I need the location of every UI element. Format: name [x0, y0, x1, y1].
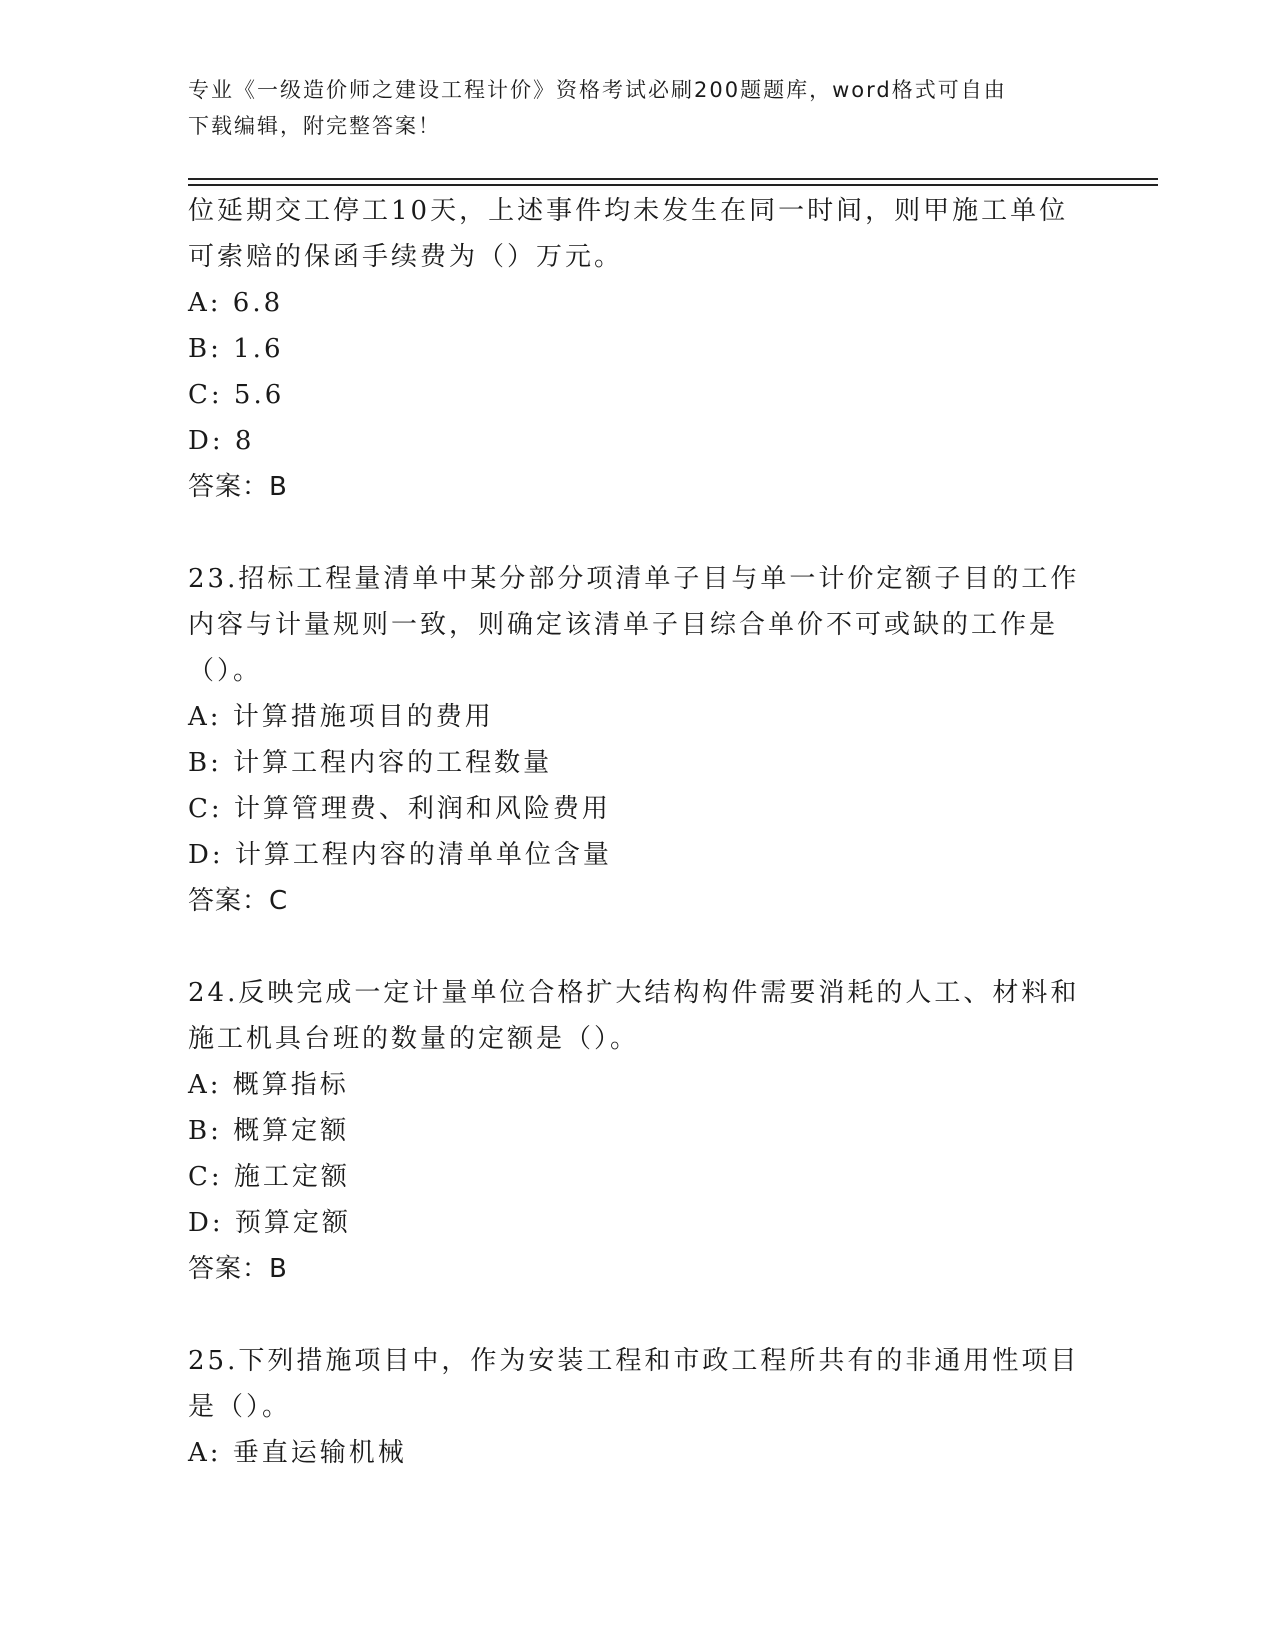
question-text: 可索赔的保函手续费为（）万元。 [188, 242, 624, 272]
answer: 答案：B [188, 1254, 288, 1284]
option-c: C: 施工定额 [188, 1162, 350, 1192]
option-a: A: 概算指标 [188, 1070, 349, 1100]
option-d: D: 预算定额 [188, 1208, 351, 1238]
question-text: 23.招标工程量清单中某分部分项清单子目与单一计价定额子目的工作 [188, 564, 1080, 594]
question-22 [188, 188, 1088, 510]
answer: 答案：B [188, 472, 288, 502]
question-25 [188, 1338, 1088, 1476]
option-a: A: 6.8 [188, 288, 284, 318]
option-a: A: 垂直运输机械 [188, 1438, 407, 1468]
question-text: 是（）。 [188, 1392, 292, 1422]
question-text: 24.反映完成一定计量单位合格扩大结构构件需要消耗的人工、材料和 [188, 978, 1080, 1008]
option-a: A: 计算措施项目的费用 [188, 702, 494, 732]
question-text: 25.下列措施项目中，作为安装工程和市政工程所共有的非通用性项目 [188, 1346, 1080, 1376]
spacer [188, 924, 1088, 970]
answer: 答案：C [188, 886, 289, 916]
question-text: 内容与计量规则一致，则确定该清单子目综合单价不可或缺的工作是 [188, 610, 1059, 640]
page-header [188, 72, 1088, 144]
option-d: D: 8 [188, 426, 255, 456]
header-line-2: 下载编辑，附完整答案！ [188, 114, 441, 138]
spacer [188, 1292, 1088, 1338]
option-b: B: 计算工程内容的工程数量 [188, 748, 553, 778]
option-b: B: 1.6 [188, 334, 284, 364]
question-text: 位延期交工停工10天，上述事件均未发生在同一时间，则甲施工单位 [188, 196, 1069, 226]
header-line-1: 专业《一级造价师之建设工程计价》资格考试必刷200题题库，word格式可自由 [188, 78, 1007, 102]
option-c: C: 计算管理费、利润和风险费用 [188, 794, 611, 824]
header-rule-bottom [188, 184, 1158, 186]
question-24 [188, 970, 1088, 1292]
option-c: C: 5.6 [188, 380, 285, 410]
option-b: B: 概算定额 [188, 1116, 350, 1146]
document-body [188, 188, 1088, 1476]
question-text: （）。 [188, 656, 263, 686]
question-text: 施工机具台班的数量的定额是（）。 [188, 1024, 640, 1054]
option-d: D: 计算工程内容的清单单位含量 [188, 840, 612, 870]
spacer [188, 510, 1088, 556]
header-rule-top [188, 178, 1158, 180]
question-23 [188, 556, 1088, 924]
